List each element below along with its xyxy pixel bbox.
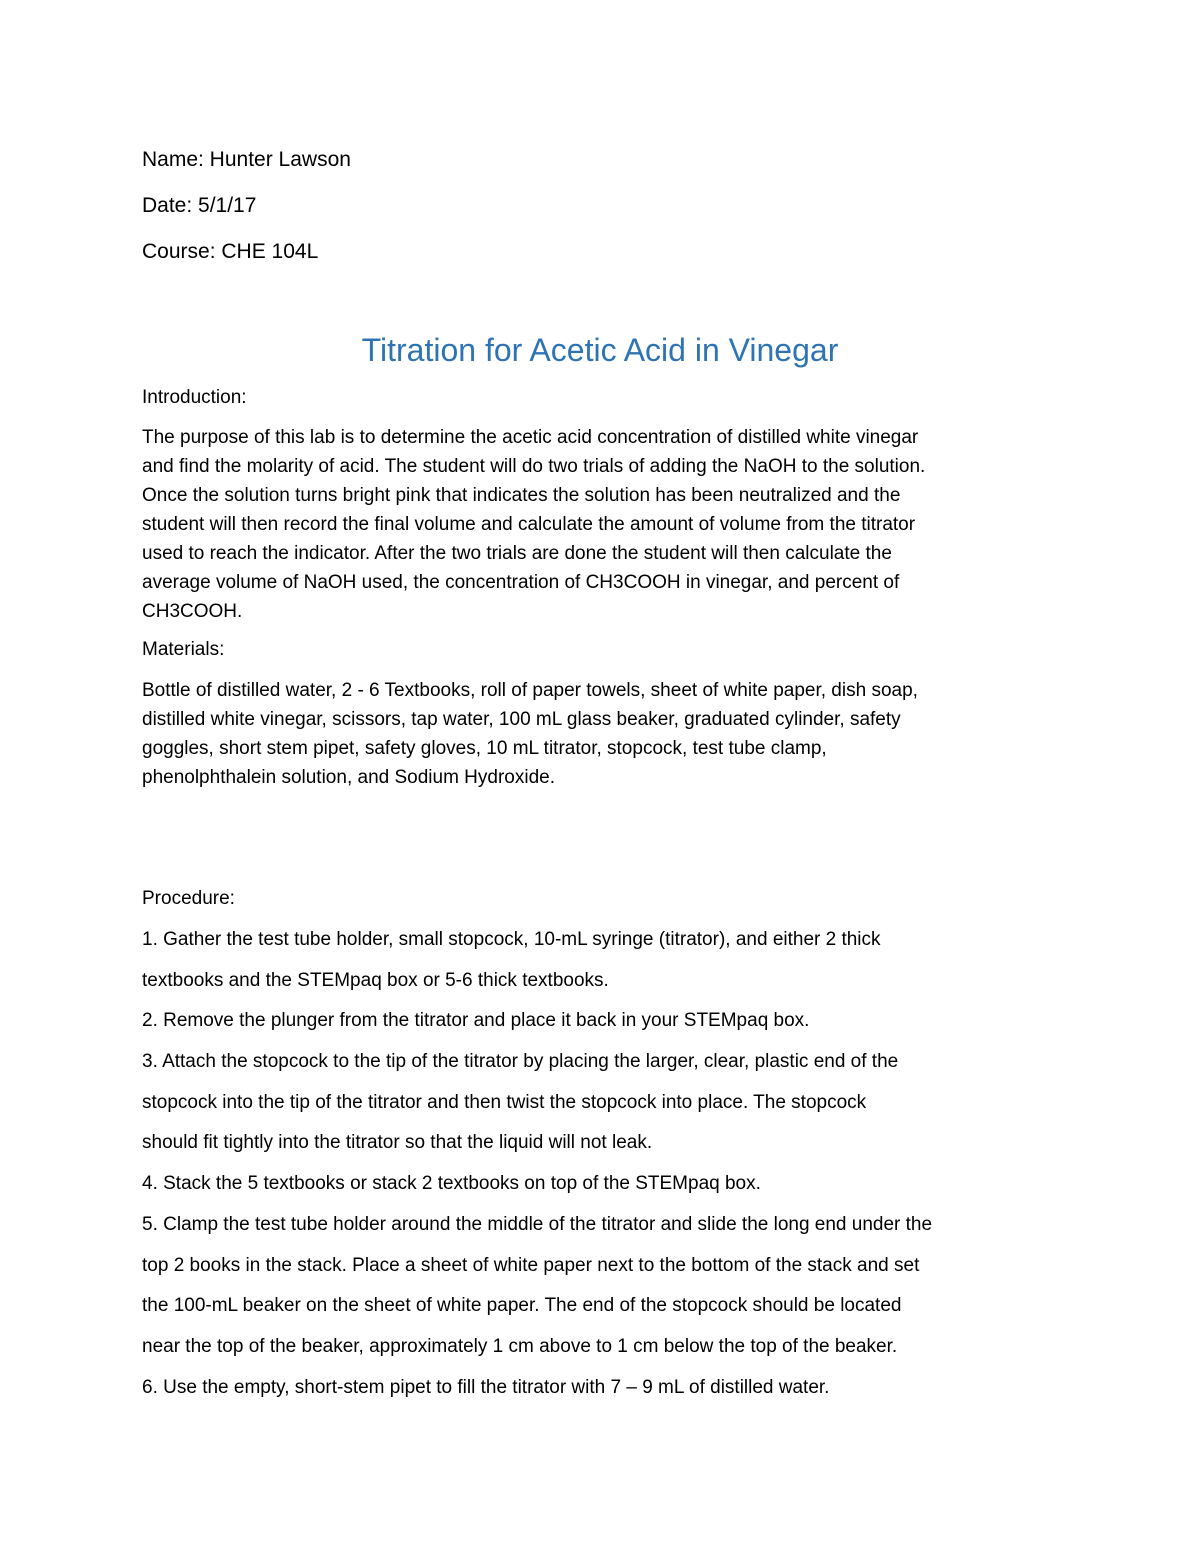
procedure-step-3 (142, 1042, 1072, 1164)
procedure-line: top 2 books in the stack. Place a sheet of white paper next to the bottom of the stack and set (142, 1254, 920, 1276)
procedure-line: the 100-mL beaker on the sheet of white paper. The end of the stopcock should be located (142, 1295, 902, 1317)
introduction-paragraph (142, 423, 1062, 626)
introduction-heading: Introduction: (142, 387, 247, 408)
procedure-line: 3. Attach the stopcock to the tip of the titrator by placing the larger, clear, plastic end of the (142, 1051, 899, 1073)
introduction-line: The purpose of this lab is to determine the acetic acid concentration of distilled white vinegar (142, 427, 919, 448)
materials-paragraph (142, 676, 1062, 792)
procedure-list (142, 920, 1072, 1408)
introduction-line: average volume of NaOH used, the concentration of CH3COOH in vinegar, and percent of (142, 572, 900, 593)
course-code: Course: CHE 104L (142, 240, 319, 263)
procedure-line: near the top of the beaker, approximately 1 cm above to 1 cm below the top of the beaker. (142, 1335, 898, 1357)
materials-line: distilled white vinegar, scissors, tap water, 100 mL glass beaker, graduated cylinder, safety (142, 709, 901, 730)
report-date: Date: 5/1/17 (142, 194, 257, 217)
introduction-line: student will then record the final volume and calculate the amount of volume from the titrator (142, 514, 916, 535)
procedure-step-6 (142, 1368, 1072, 1409)
procedure-line: 6. Use the empty, short-stem pipet to fill the titrator with 7 – 9 mL of distilled water. (142, 1376, 830, 1398)
introduction-line: CH3COOH. (142, 601, 243, 622)
procedure-step-2 (142, 1001, 1072, 1042)
procedure-heading: Procedure: (142, 888, 235, 909)
procedure-line: textbooks and the STEMpaq box or 5-6 thick textbooks. (142, 969, 609, 991)
student-name: Name: Hunter Lawson (142, 148, 351, 171)
procedure-line: 4. Stack the 5 textbooks or stack 2 textbooks on top of the STEMpaq box. (142, 1173, 761, 1195)
procedure-step-5 (142, 1205, 1072, 1368)
procedure-line: 2. Remove the plunger from the titrator and place it back in your STEMpaq box. (142, 1010, 810, 1032)
procedure-line: 1. Gather the test tube holder, small stopcock, 10-mL syringe (titrator), and either 2 thick (142, 929, 881, 950)
materials-heading: Materials: (142, 639, 225, 660)
procedure-line: stopcock into the tip of the titrator and then twist the stopcock into place. The stopcock (142, 1091, 867, 1113)
procedure-step-1 (142, 920, 1072, 1001)
procedure-step-4 (142, 1164, 1072, 1205)
materials-line: goggles, short stem pipet, safety gloves, 10 mL titrator, stopcock, test tube clamp, (142, 738, 827, 759)
document-title: Titration for Acetic Acid in Vinegar (361, 332, 839, 368)
procedure-line: 5. Clamp the test tube holder around the middle of the titrator and slide the long end under the (142, 1213, 933, 1235)
introduction-line: and find the molarity of acid. The student will do two trials of adding the NaOH to the solution. (142, 456, 926, 477)
materials-line: Bottle of distilled water, 2 - 6 Textbooks, roll of paper towels, sheet of white paper, dish soap, (142, 680, 918, 701)
materials-line: phenolphthalein solution, and Sodium Hydroxide. (142, 767, 555, 788)
introduction-line: used to reach the indicator. After the two trials are done the student will then calculate the (142, 543, 892, 564)
procedure-line: should fit tightly into the titrator so that the liquid will not leak. (142, 1132, 653, 1154)
introduction-line: Once the solution turns bright pink that indicates the solution has been neutralized and the (142, 485, 901, 506)
